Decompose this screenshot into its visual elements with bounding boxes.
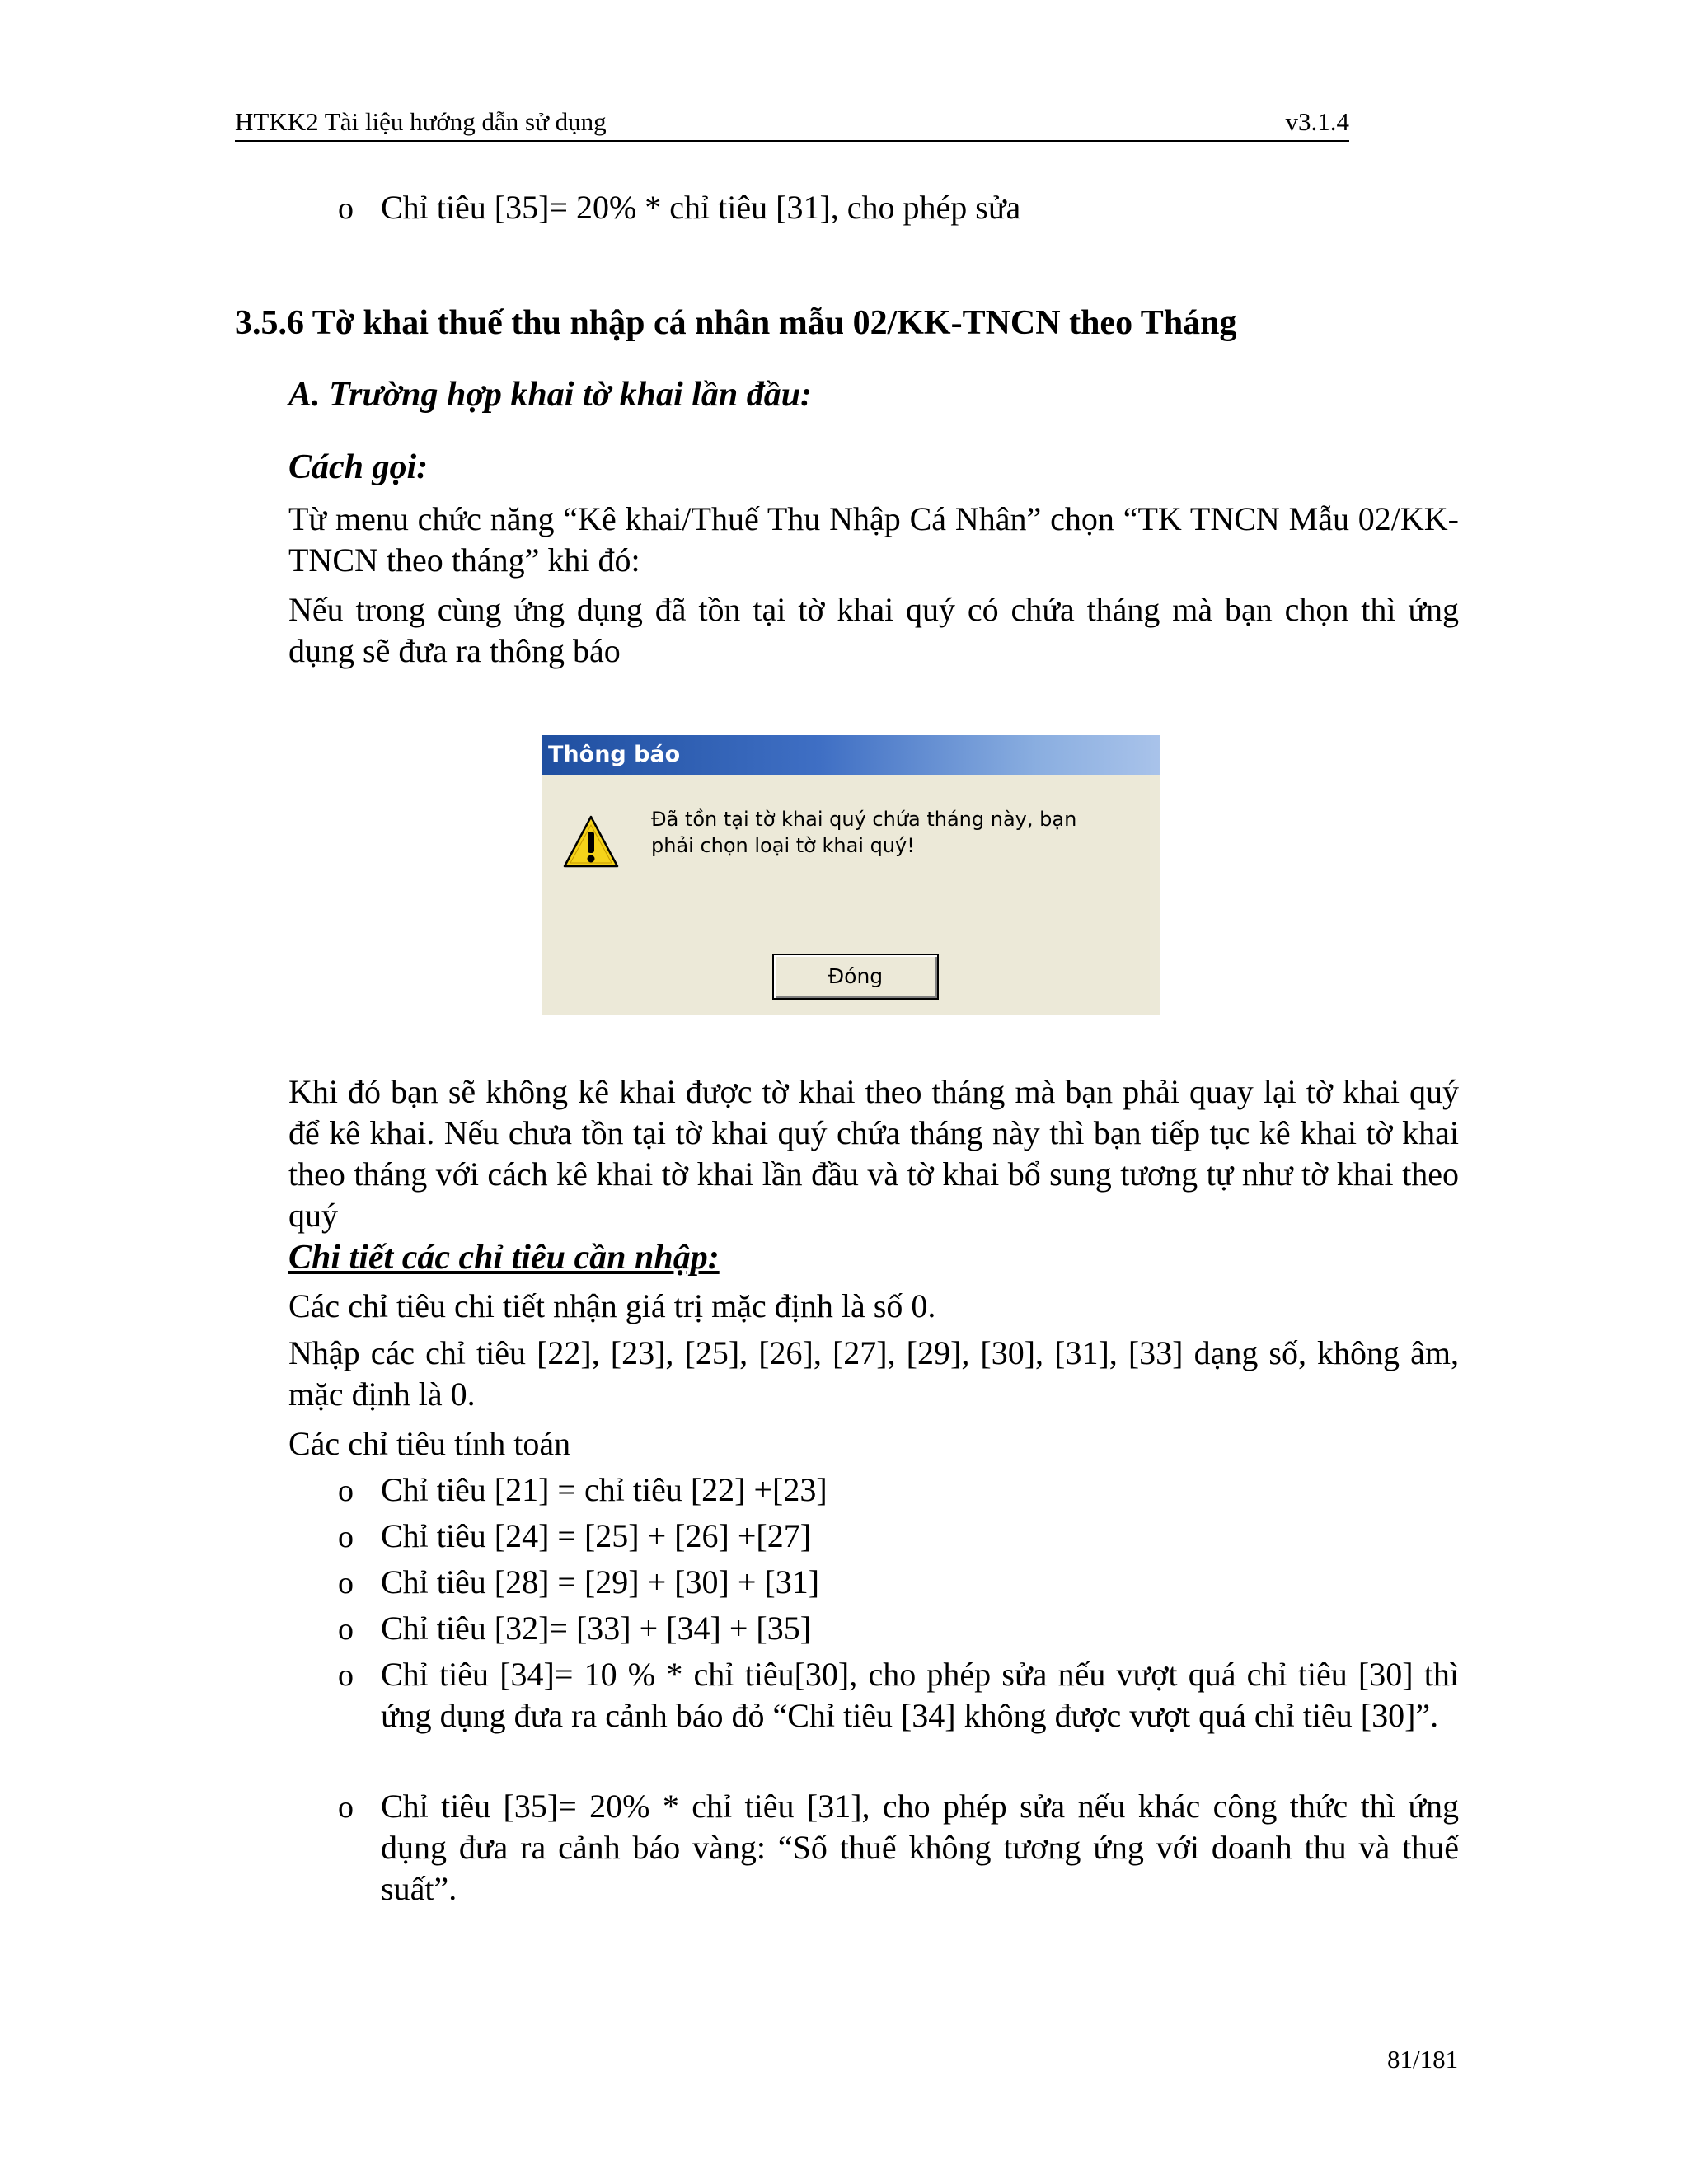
- bullet-marker: o: [338, 1566, 354, 1601]
- notice-dialog: [542, 735, 1160, 1015]
- case-heading: A. Trường hợp khai tờ khai lần đầu:: [288, 376, 813, 414]
- bullet-marker: o: [338, 1790, 354, 1825]
- close-button[interactable]: Đóng: [772, 954, 939, 1000]
- details-heading: Chi tiết các chỉ tiêu cần nhập:: [288, 1239, 720, 1277]
- list-item: Chỉ tiêu [32]= [33] + [34] + [35]: [381, 1610, 812, 1647]
- section-heading: 3.5.6 Tờ khai thuế thu nhập cá nhân mẫu 02/KK-TNCN theo Tháng: [235, 304, 1237, 342]
- header-version: v3.1.4: [1285, 107, 1349, 136]
- call-label: Cách gọi:: [288, 448, 429, 486]
- dialog-titlebar: [542, 735, 1160, 775]
- warning-icon: [562, 813, 620, 871]
- page-header: [235, 107, 1349, 142]
- bullet-marker: o: [338, 1520, 354, 1554]
- paragraph-default: Các chỉ tiêu chi tiết nhận giá trị mặc định là số 0.: [288, 1287, 936, 1324]
- paragraph-explanation: Khi đó bạn sẽ không kê khai được tờ khai theo tháng mà bạn phải quay lại tờ khai quý để kê khai. Nếu chưa tồn tại tờ khai quý chứa tháng này thì bạn tiếp tục kê khai tờ khai theo tháng với cách kê khai tờ khai lần đầu và tờ khai bổ sung tương tự như tờ khai theo quý: [288, 1073, 1459, 1234]
- header-title: HTKK2 Tài liệu hướng dẫn sử dụng: [235, 107, 607, 136]
- list-item: Chỉ tiêu [28] = [29] + [30] + [31]: [381, 1563, 820, 1601]
- list-item: Chỉ tiêu [34]= 10 % * chỉ tiêu[30], cho phép sửa nếu vượt quá chỉ tiêu [30] thì ứng dụng đưa ra cảnh báo đỏ “Chỉ tiêu [34] không được vượt quá chỉ tiêu [30]”.: [381, 1656, 1459, 1734]
- page-number: 81/181: [1387, 2045, 1459, 2074]
- list-item: Chỉ tiêu [21] = chỉ tiêu [22] +[23]: [381, 1471, 828, 1508]
- dialog-message: Đã tồn tại tờ khai quý chứa tháng này, bạn phải chọn loại tờ khai quý!: [651, 808, 1077, 857]
- list-item: Chỉ tiêu [24] = [25] + [26] +[27]: [381, 1517, 812, 1554]
- top-bullet-text: Chỉ tiêu [35]= 20% * chỉ tiêu [31], cho phép sửa: [381, 189, 1021, 226]
- bullet-marker: o: [338, 1474, 354, 1508]
- bullet-marker: o: [338, 1658, 354, 1693]
- list-item: Chỉ tiêu [35]= 20% * chỉ tiêu [31], cho phép sửa nếu khác công thức thì ứng dụng đưa ra cảnh báo vàng: “Số thuế không tương ứng với doanh thu và thuế suất”.: [381, 1788, 1459, 1907]
- paragraph-calc-intro: Các chỉ tiêu tính toán: [288, 1425, 571, 1462]
- paragraph-menu: Từ menu chức năng “Kê khai/Thuế Thu Nhập Cá Nhân” chọn “TK TNCN Mẫu 02/KK-TNCN theo tháng” khi đó:: [288, 500, 1459, 579]
- bullet-marker: o: [338, 191, 354, 226]
- bullet-marker: o: [338, 1612, 354, 1647]
- paragraph-input-fields: Nhập các chỉ tiêu [22], [23], [25], [26], [27], [29], [30], [31], [33] dạng số, không âm, mặc định là 0.: [288, 1334, 1459, 1413]
- dialog-title: Thông báo: [548, 742, 681, 767]
- paragraph-notice: Nếu trong cùng ứng dụng đã tồn tại tờ khai quý có chứa tháng mà bạn chọn thì ứng dụng sẽ đưa ra thông báo: [288, 591, 1459, 669]
